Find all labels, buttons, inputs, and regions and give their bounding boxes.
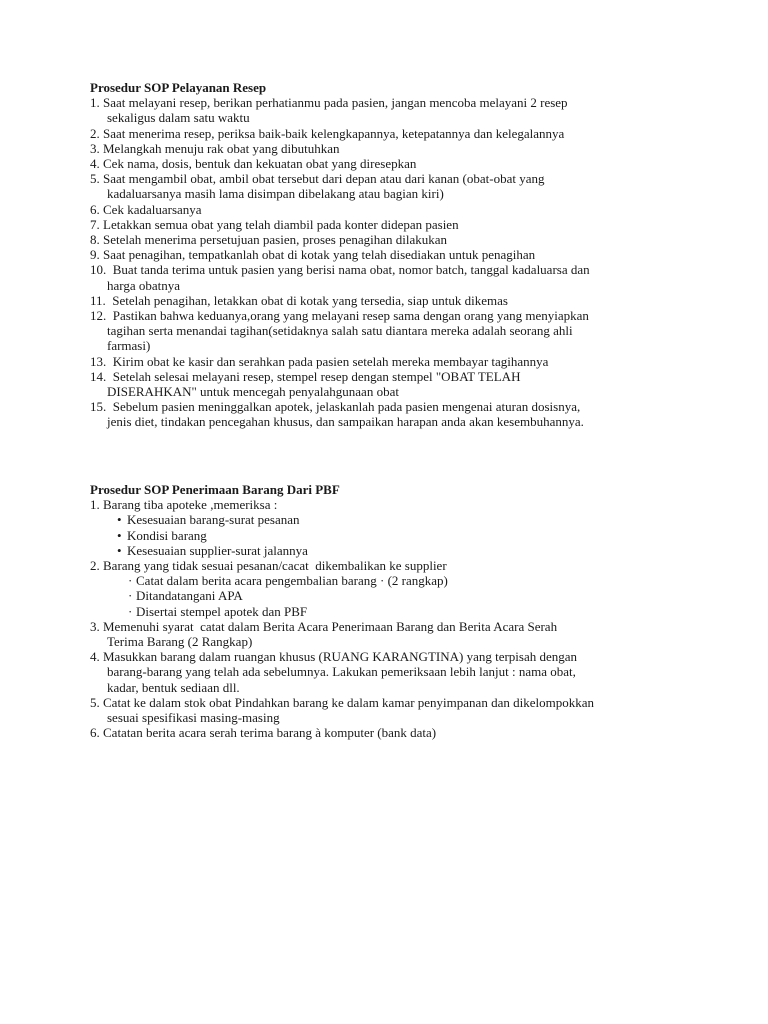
list-item-line [90,497,710,512]
sub-item-text: Catat dalam berita acara pengembalian barang · (2 rangkap) [136,573,448,589]
list-item-line: farmasi) [107,338,151,354]
list-item-line [90,308,710,323]
item-text: Saat penagihan, tempatkanlah obat di kotak yang telah disediakan untuk penagihan [103,247,536,263]
list-item-line: sekaligus dalam satu waktu [107,110,250,126]
dot-icon: · [128,573,133,589]
list-item-line: kadaluarsanya masih lama disimpan dibelakang atau bagian kiri) [107,186,444,202]
list-item [90,171,710,201]
list-item-line [90,369,710,384]
list-item-line: Terima Barang (2 Rangkap) [107,634,253,650]
list-item-line [90,399,710,414]
item-number: 9. [90,247,100,263]
sub-list [90,512,710,558]
item-number: 8. [90,232,100,248]
item-number: 5. [90,171,100,187]
bullet-icon: • [117,542,122,558]
sub-list-item [90,604,710,619]
item-text: Melangkah menuju rak obat yang dibutuhkan [103,140,340,156]
list-item-line: jenis diet, tindakan pencegahan khusus, dan sampaikan harapan anda akan kesembuhannya. [107,414,584,430]
list-item [90,497,710,558]
list-item [90,141,710,156]
list-item [90,202,710,217]
list-item [90,126,710,141]
item-number: 3. [90,618,100,634]
list-item-line [90,354,710,369]
list-item-line [90,649,710,664]
list-item-line [90,725,710,740]
item-text: Pastikan bahwa keduanya,orang yang melayani resep sama dengan orang yang menyiapkan [109,308,589,324]
procedure-list [90,497,710,740]
section-penerimaan-barang [90,482,710,740]
list-item-line: harga obatnya [107,277,181,293]
sub-list-item [90,528,710,543]
list-item-line [90,619,710,634]
item-number: 6. [90,201,100,217]
list-item [90,369,710,399]
list-item [90,649,710,695]
list-item [90,308,710,354]
list-item [90,293,710,308]
list-item-line [90,202,710,217]
list-item [90,354,710,369]
item-number: 5. [90,694,100,710]
item-number: 4. [90,156,100,172]
list-item-line [90,695,710,710]
item-number: 11. [90,292,106,308]
list-item [90,95,710,125]
item-text: Masukkan barang dalam ruangan khusus (RUANG KARANGTINA) yang terpisah dengan [103,649,578,665]
item-text: Setelah menerima persetujuan pasien, proses penagihan dilakukan [103,232,448,248]
item-number: 12. [90,308,107,324]
item-text: Kirim obat ke kasir dan serahkan pada pasien setelah mereka membayar tagihannya [109,353,549,369]
dot-icon: · [128,588,133,604]
list-item [90,262,710,292]
item-number: 14. [90,368,107,384]
item-text: Saat menerima resep, periksa baik-baik kelengkapannya, ketepatannya dan kelegalannya [103,125,565,141]
list-item-line: DISERAHKAN" untuk mencegah penyalahgunaan obat [107,384,399,400]
sub-item-text: Kesesuaian supplier-surat jalannya [127,542,308,558]
item-text: Letakkan semua obat yang telah diambil pada konter didepan pasien [103,216,459,232]
item-number: 7. [90,216,100,232]
item-number: 1. [90,95,100,111]
list-item-line: tagihan serta menandai tagihan(setidaknya salah satu diantara mereka adalah seorang ahli [107,323,573,339]
section-title: Prosedur SOP Pelayanan Resep [90,80,267,95]
section-title: Prosedur SOP Penerimaan Barang Dari PBF [90,482,340,497]
list-item [90,399,710,429]
list-item-line [90,558,710,573]
sub-list-item [90,573,710,588]
item-text: Setelah selesai melayani resep, stempel resep dengan stempel "OBAT TELAH [109,368,521,384]
list-item-line [90,293,710,308]
list-item-line [90,156,710,171]
sub-list [90,573,710,619]
sub-item-text: Kesesuaian barang-surat pesanan [127,512,300,528]
procedure-list [90,95,710,429]
list-item-line [90,95,710,110]
list-item-line [90,262,710,277]
item-text: Cek kadaluarsanya [103,201,202,217]
item-text: Sebelum pasien meninggalkan apotek, jelaskanlah pada pasien mengenai aturan dosisnya, [109,399,581,415]
list-item-line: barang-barang yang telah ada sebelumnya. Lakukan pemeriksaan lebih lanjut : nama obat, [107,664,576,680]
item-number: 1. [90,497,100,513]
list-item-line [90,171,710,186]
list-item-line: kadar, bentuk sediaan dll. [107,679,240,695]
list-item [90,217,710,232]
sub-list-item [90,588,710,603]
list-item [90,725,710,740]
list-item [90,619,710,649]
item-text: Catatan berita acara serah terima barang à komputer (bank data) [103,725,437,741]
list-item [90,695,710,725]
item-number: 10. [90,262,107,278]
bullet-icon: • [117,527,122,543]
item-text: Setelah penagihan, letakkan obat di kotak yang tersedia, siap untuk dikemas [109,292,508,308]
list-item-line [90,141,710,156]
item-text: Saat melayani resep, berikan perhatianmu pada pasien, jangan mencoba melayani 2 resep [103,95,568,111]
sub-list-item [90,543,710,558]
sub-list-item [90,512,710,527]
item-text: Memenuhi syarat catat dalam Berita Acara Penerimaan Barang dan Berita Acara Serah [103,618,558,634]
list-item [90,247,710,262]
list-item-line [90,232,710,247]
item-number: 2. [90,125,100,141]
list-item [90,232,710,247]
list-item [90,156,710,171]
item-text: Buat tanda terima untuk pasien yang berisi nama obat, nomor batch, tanggal kadaluarsa dan [109,262,590,278]
item-number: 6. [90,725,100,741]
item-text: Saat mengambil obat, ambil obat tersebut dari depan atau dari kanan (obat-obat yang [103,171,545,187]
item-text: Cek nama, dosis, bentuk dan kekuatan obat yang diresepkan [103,156,417,172]
section-pelayanan-resep [90,80,710,430]
item-number: 2. [90,558,100,574]
item-number: 13. [90,353,107,369]
sub-item-text: Disertai stempel apotek dan PBF [136,603,308,619]
item-text: Catat ke dalam stok obat Pindahkan barang ke dalam kamar penyimpanan dan dikelompokkan [103,694,594,710]
item-number: 15. [90,399,107,415]
sub-item-text: Kondisi barang [127,527,207,543]
list-item-line [90,247,710,262]
sub-item-text: Ditandatangani APA [136,588,243,604]
list-item [90,558,710,619]
item-text: Barang yang tidak sesuai pesanan/cacat dikembalikan ke supplier [103,558,447,574]
bullet-icon: • [117,512,122,528]
list-item-line [90,126,710,141]
item-number: 4. [90,649,100,665]
item-number: 3. [90,140,100,156]
item-text: Barang tiba apoteke ,memeriksa : [103,497,278,513]
list-item-line: sesuai spesifikasi masing-masing [107,710,280,726]
dot-icon: · [128,603,133,619]
list-item-line [90,217,710,232]
